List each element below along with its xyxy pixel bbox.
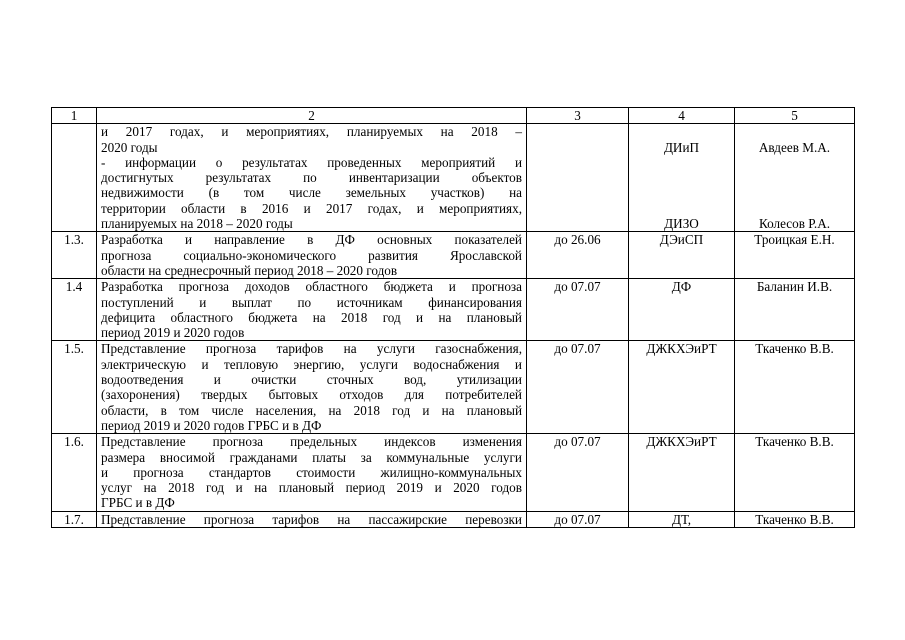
responsible-kolesov: Колесов Р.А. [758,216,831,232]
row-executor: ДЭиСП [629,232,735,279]
text-line: Разработка и направление в ДФ основных показателей [101,232,522,248]
continuation-num [52,124,97,232]
row-responsible: Троицкая Е.Н. [735,232,855,279]
text-line: ГРБС и в ДФ [101,495,175,511]
continuation-responsible [735,124,855,232]
text-line: недвижимости (в том числе земельных участков) на [101,185,522,201]
header-col-3: 3 [527,108,629,124]
row-num: 1.4 [52,279,97,341]
text-line: услуг на 2018 год и на плановый период 2019 и 2020 годов [101,480,522,496]
header-col-4: 4 [629,108,735,124]
text-line: Представление прогноза тарифов на пассажирские перевозки [101,511,522,527]
row-num: 1.7. [52,511,97,527]
text-line: области, в том числе населения, на 2018 год и на плановый [101,402,522,418]
row-deadline: до 07.07 [527,341,629,434]
row-executor: ДЖКХЭиРТ [629,434,735,511]
row-executor: ДЖКХЭиРТ [629,341,735,434]
row-num: 1.6. [52,434,97,511]
continuation-executor [629,124,735,232]
text-line: 2020 годы [101,139,158,155]
executor-dizo: ДИЗО [664,216,699,232]
row-text [97,434,527,511]
plan-table [51,107,855,528]
continuation-deadline [527,124,629,232]
row-text [97,279,527,341]
text-line: (захоронения) твердых бытовых отходов для потребителей [101,387,522,403]
continuation-text [97,124,527,232]
text-line: достигнутых результатах по инвентаризации объектов [101,170,522,186]
row-num: 1.3. [52,232,97,279]
row-responsible: Ткаченко В.В. [735,511,855,527]
row-responsible: Ткаченко В.В. [735,434,855,511]
text-line: области на среднесрочный период 2018 – 2020 годов [101,262,398,278]
text-line: электрическую и тепловую энергию, услуги водоснабжения и [101,356,522,372]
text-line: дефицита областного бюджета на 2018 год и на плановый [101,309,522,325]
text-line: и прогноза стандартов стоимости жилищно-коммунальных [101,464,522,480]
text-line: прогноза социально-экономического развития Ярославской [101,247,522,263]
text-line: территории области в 2016 и 2017 годах, и мероприятиях, [101,200,522,216]
text-line: планируемых на 2018 – 2020 годы [101,216,293,232]
text-line: Разработка прогноза доходов областного бюджета и прогноза [101,279,522,295]
responsible-avdeev: Авдеев М.А. [758,139,831,155]
text-line: Представление прогноза предельных индексов изменения [101,434,522,450]
text-line: Представление прогноза тарифов на услуги газоснабжения, [101,341,522,357]
table-row [52,434,855,511]
row-responsible: Ткаченко В.В. [735,341,855,434]
header-col-1: 1 [52,108,97,124]
row-executor: ДФ [629,279,735,341]
text-line: поступлений и выплат по источникам финансирования [101,294,522,310]
text-line: - информации о результатах проведенных мероприятий и [101,154,522,170]
table-row [52,511,855,527]
row-responsible: Баланин И.В. [735,279,855,341]
continuation-row [52,124,855,232]
row-deadline: до 07.07 [527,511,629,527]
executor-dip: ДИиП [663,139,700,155]
row-num: 1.5. [52,341,97,434]
table-row [52,341,855,434]
text-line: период 2019 и 2020 годов ГРБС и в ДФ [101,417,322,433]
row-text [97,232,527,279]
header-col-2: 2 [97,108,527,124]
row-text [97,341,527,434]
row-deadline: до 26.06 [527,232,629,279]
row-text [97,511,527,527]
table-row [52,279,855,341]
text-line: период 2019 и 2020 годов [101,325,245,341]
text-line: размера вносимой гражданами платы за коммунальные услуги [101,449,522,465]
row-deadline: до 07.07 [527,434,629,511]
header-col-5: 5 [735,108,855,124]
row-deadline: до 07.07 [527,279,629,341]
table-row [52,232,855,279]
text-line: и 2017 годах, и мероприятиях, планируемых на 2018 – [101,124,522,140]
row-executor: ДТ, [629,511,735,527]
header-row [52,108,855,124]
text-line: водоотведения и очистки сточных вод, утилизации [101,372,522,388]
